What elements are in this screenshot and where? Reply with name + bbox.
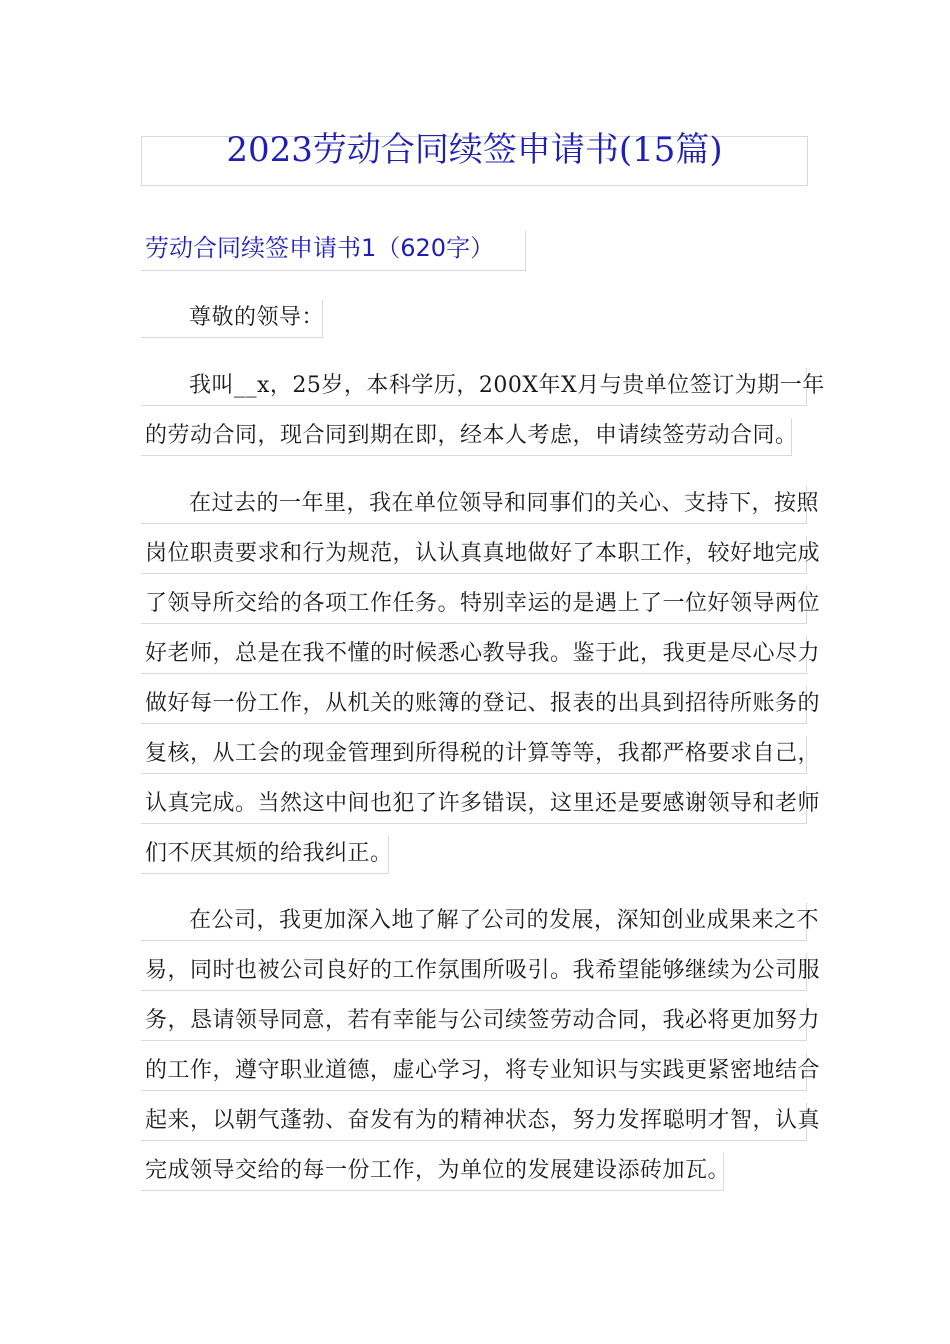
paragraph-3-line-6: 完成领导交给的每一份工作，为单位的发展建设添砖加瓦。 [145, 1158, 731, 1183]
paragraph-line [141, 953, 821, 991]
paragraph-2-line-7: 认真完成。当然这中间也犯了许多错误，这里还是要感谢领导和老师 [145, 791, 821, 816]
section-heading-frame [141, 231, 526, 271]
paragraph-2-line-3: 了领导所交给的各项工作任务。特别幸运的是遇上了一位好领导两位 [145, 591, 821, 616]
paragraph-1-line-1: 我叫__x，25岁，本科学历，200X年X月与贵单位签订为期一年 [189, 373, 825, 398]
paragraph-2-line-1: 在过去的一年里，我在单位领导和同事们的关心、支持下，按照 [189, 491, 820, 516]
paragraph-line [141, 1153, 731, 1191]
paragraph-2-line-2: 岗位职责要求和行为规范，认认真真地做好了本职工作，较好地完成 [145, 541, 821, 566]
paragraph-line [141, 1103, 821, 1141]
paragraph-line [141, 536, 821, 574]
paragraph-3-line-1: 在公司，我更加深入地了解了公司的发展，深知创业成果来之不 [189, 908, 820, 933]
paragraph-line [141, 786, 821, 824]
paragraph-2-line-4: 好老师，总是在我不懂的时候悉心教导我。鉴于此，我更是尽心尽力 [145, 641, 821, 666]
salutation-line [141, 300, 323, 338]
paragraph-line [141, 586, 821, 624]
paragraph-3-line-4: 的工作，遵守职业道德，虚心学习，将专业知识与实践更紧密地结合 [145, 1058, 821, 1083]
paragraph-line [141, 836, 393, 874]
title-frame [141, 130, 808, 186]
paragraph-3-line-2: 易，同时也被公司良好的工作氛围所吸引。我希望能够继续为公司服 [145, 958, 821, 983]
paragraph-line [141, 1053, 821, 1091]
paragraph-line [141, 686, 821, 724]
paragraph-3-line-3: 务，恳请领导同意，若有幸能与公司续签劳动合同，我必将更加努力 [145, 1008, 821, 1033]
paragraph-2-line-6: 复核，从工会的现金管理到所得税的计算等等，我都严格要求自己， [145, 741, 821, 766]
document-title: 2023劳动合同续签申请书(15篇) [226, 130, 723, 170]
paragraph-line [141, 486, 820, 524]
paragraph-line [141, 1003, 821, 1041]
paragraph-2-line-5: 做好每一份工作，从机关的账簿的登记、报表的出具到招待所账务的 [145, 691, 821, 716]
paragraph-line [141, 418, 798, 456]
salutation: 尊敬的领导： [189, 305, 325, 330]
paragraph-line [141, 736, 821, 774]
paragraph-2-line-8: 们不厌其烦的给我纠正。 [145, 841, 393, 866]
paragraph-line [141, 368, 825, 406]
paragraph-line [141, 636, 821, 674]
section-heading: 劳动合同续签申请书1（620字） [145, 234, 495, 262]
paragraph-1-line-2: 的劳动合同，现合同到期在即，经本人考虑，申请续签劳动合同。 [145, 423, 798, 448]
paragraph-3-line-5: 起来，以朝气蓬勃、奋发有为的精神状态，努力发挥聪明才智，认真 [145, 1108, 821, 1133]
paragraph-line [141, 903, 820, 941]
